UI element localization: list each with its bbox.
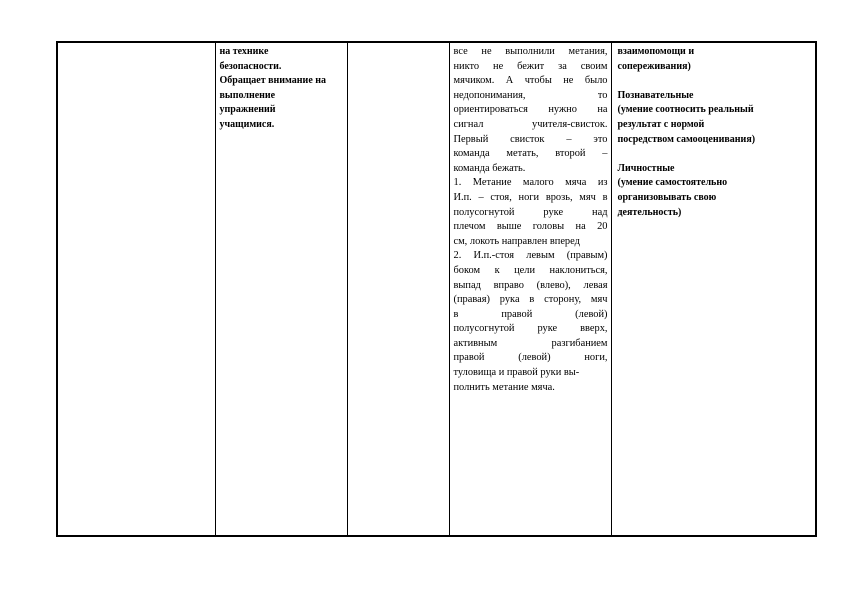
text-line: (умение самостоятельно <box>617 177 728 189</box>
text-line: деятельность) <box>617 206 682 218</box>
text-line: сигнал учителя-свисток. <box>453 118 608 130</box>
text-line: безопасности. <box>219 60 282 72</box>
text-line: результат с нормой <box>617 118 705 130</box>
text-line: никто не бежит за своим <box>453 60 608 72</box>
blank-line <box>618 74 814 89</box>
text-line: (правая) рука в сторону, мяч <box>453 294 608 306</box>
text-line: боком к цели наклониться, <box>453 264 608 276</box>
text-line: Обращает внимание на <box>219 75 327 87</box>
text-line: выполнение <box>219 89 276 101</box>
text-line: см, локоть направлен вперед <box>453 235 580 247</box>
table-row <box>57 42 816 536</box>
student-activity-cell <box>449 42 611 536</box>
text-line: команда бежать. <box>453 162 526 174</box>
text-line: полусогнутой руке вверх, <box>453 323 608 335</box>
text-line: правой (левой) ноги, <box>453 352 608 364</box>
empty-cell <box>347 42 449 536</box>
text-line: 2. И.п.-стоя левым (правым) <box>453 250 608 262</box>
text-line: Познавательные <box>617 89 694 101</box>
text-line: активным разгибанием <box>453 337 608 349</box>
text-line: в правой (левой) <box>453 308 608 320</box>
text-line: туловища и правой руки вы- <box>453 367 580 379</box>
text-line: полусогнутой руке над <box>453 206 608 218</box>
text-line: (умение соотносить реальный <box>617 104 754 116</box>
uud-cell <box>611 42 816 536</box>
text-line: взаимопомощи и <box>617 46 695 57</box>
text-line: 1. Метание малого мяча из <box>453 177 608 189</box>
text-line: плечом выше головы на 20 <box>453 221 608 233</box>
stage-cell <box>57 42 215 536</box>
text-line: недопонимания, то <box>453 89 608 101</box>
text-line: ориентироваться нужно на <box>453 104 608 116</box>
text-line: сопереживания) <box>617 60 691 72</box>
text-line: команда метать, второй – <box>453 148 608 160</box>
lesson-plan-table <box>56 41 817 537</box>
text-line: выпад вправо (влево), левая <box>453 279 608 291</box>
text-line: полнить метание мяча. <box>453 381 555 393</box>
text-line: на технике <box>219 46 269 57</box>
text-line: учащимися. <box>219 118 275 130</box>
text-line: Первый свисток – это <box>453 133 608 145</box>
text-line: организовывать свою <box>617 191 717 203</box>
text-line: мячиком. А чтобы не было <box>453 75 608 87</box>
text-line: упражнений <box>219 104 276 116</box>
text-line: И.п. – стоя, ноги врозь, мяч в <box>453 191 608 203</box>
text-line: посредством самооценивания) <box>617 133 756 145</box>
text-line: Личностные <box>617 162 675 174</box>
text-line: все не выполнили метания, <box>453 46 608 57</box>
teacher-activity-cell <box>215 42 347 536</box>
blank-line <box>618 147 814 162</box>
